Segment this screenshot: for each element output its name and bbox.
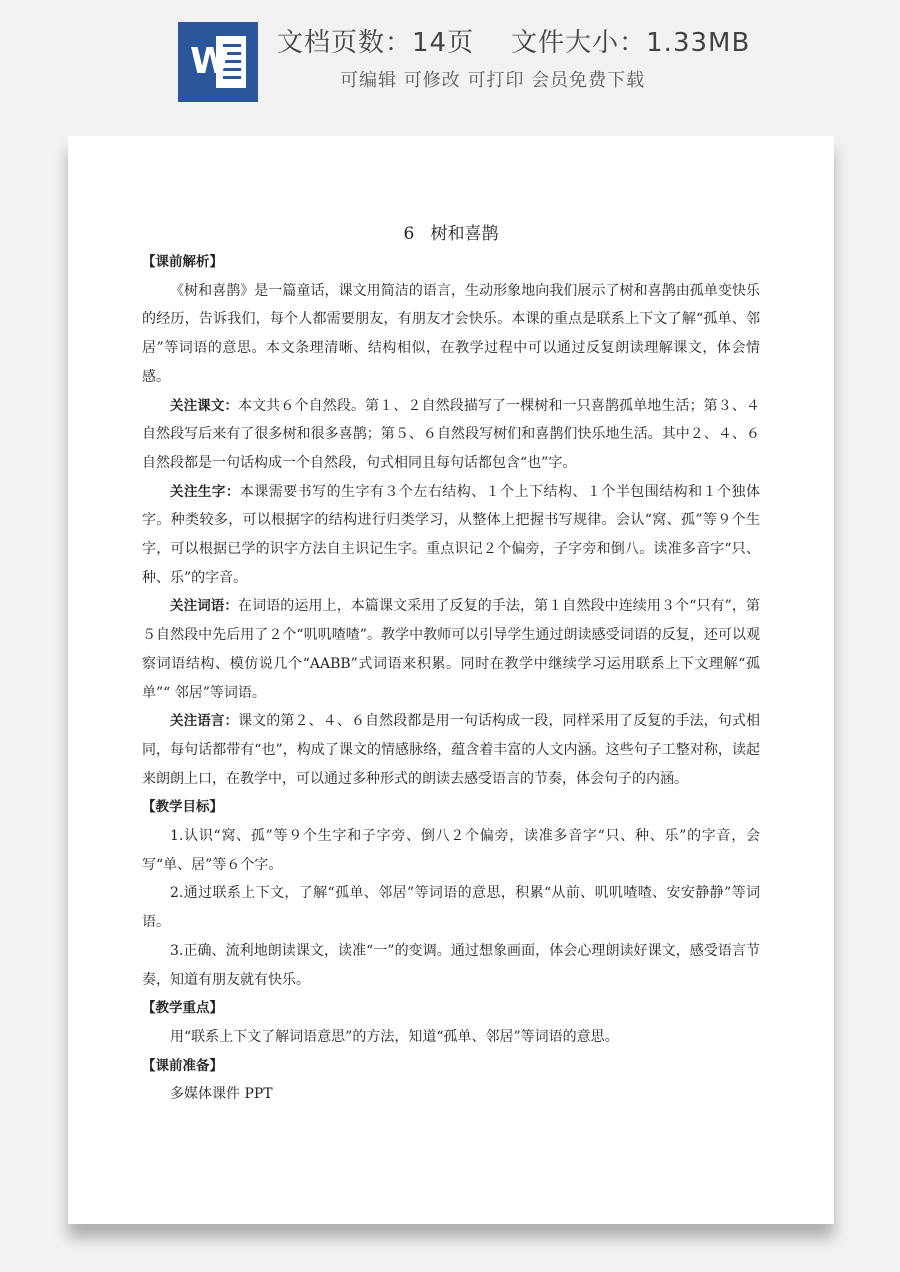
document-content — [142, 220, 760, 1109]
section-heading-preparation: 【课前准备】 — [142, 1057, 223, 1074]
banner-title: 文档页数：14页 文件大小：1.33MB — [277, 28, 751, 58]
goal-item: 3.正确、流利地朗读课文，读准“一”的变调。通过想象画面，体会心理朗读好课文，感受语言节奏，知道有朋友就有快乐。 — [142, 942, 760, 988]
document-title: 6 树和喜鹊 — [403, 224, 499, 244]
paragraph-focus-text — [142, 392, 760, 478]
paragraph-focus-words — [142, 592, 760, 707]
label-focus-words: 关注词语： — [170, 598, 238, 615]
word-doc-icon — [178, 22, 258, 102]
paragraph-intro: 《树和喜鹊》是一篇童话，课文用简洁的语言，生动形象地向我们展示了树和喜鹊由孤单变快乐的经历，告诉我们，每个人都需要朋友，有朋友才会快乐。本课的重点是联系上下文了解“孤单、邻居”等词语的意思。本文条理清晰、结构相似，在教学过程中可以通过反复朗读理解课文，体会情感。 — [142, 282, 760, 385]
word-letter: W — [190, 41, 230, 82]
label-focus-text: 关注课文： — [170, 397, 239, 414]
banner-subtitle: 可编辑 可修改 可打印 会员免费下载 — [340, 70, 646, 91]
paragraph-key-points: 用“联系上下文了解词语意思”的方法，知道“孤单、邻居”等词语的意思。 — [170, 1028, 619, 1045]
section-heading-pre-analysis: 【课前解析】 — [142, 254, 223, 270]
label-focus-chars: 关注生字： — [170, 483, 240, 500]
label-focus-lang: 关注语言： — [170, 713, 239, 730]
paragraph-focus-chars — [142, 478, 760, 593]
text-focus-chars: 本课需要书写的生字有３个左右结构、１个上下结构、１个半包围结构和１个独体字。种类较多，可以根据字的结构进行归类学习，从整体上把握书写规律。会认“窝、孤”等９个生字，可以根据已学的识字方法自主识记生字。重点识记２个偏旁，子字旁和倒八。读准多音字“只、种、乐”的字音。 — [142, 483, 760, 586]
text-focus-words: 在词语的运用上，本篇课文采用了反复的手法，第１自然段中连续用３个“只有”，第５自然段中先后用了２个“叽叽喳喳”。教学中教师可以引导学生通过朗读感受词语的反复，还可以观察词语结构、模仿说几个“AABB”式词语来积累。同时在教学中继续学习运用联系上下文理解“孤单”“ 邻居”等词语。 — [142, 598, 761, 701]
document-page — [68, 136, 834, 1224]
paragraph-focus-lang — [142, 707, 760, 793]
section-heading-key-points: 【教学重点】 — [142, 1000, 223, 1017]
text-focus-lang: 课文的第２、４、６自然段都是用一句话构成一段，同样采用了反复的手法，句式相同，每句话都带有“也”，构成了课文的情感脉络，蕴含着丰富的人文内涵。这些句子工整对称，读起来朗朗上口，在教学中，可以通过多种形式的朗读去感受语言的节奏，体会句子的内涵。 — [142, 713, 761, 787]
download-banner — [0, 0, 900, 120]
section-heading-goals: 【教学目标】 — [142, 799, 223, 816]
paragraph-preparation: 多媒体课件 PPT — [170, 1086, 273, 1103]
goal-item: 2.通过联系上下文，了解“孤单、邻居”等词语的意思，积累“从前、叽叽喳喳、安安静静”等词语。 — [142, 885, 760, 931]
text-focus-text: 本文共６个自然段。第１、２自然段描写了一棵树和一只喜鹊孤单地生活；第３、４自然段写后来有了很多树和很多喜鹊；第５、６自然段写树们和喜鹊们快乐地生活。其中２、４、６自然段都是一句话构成一个自然段，句式相同且每句话都包含“也”字。 — [142, 397, 761, 471]
goal-item: 1.认识“窝、孤”等９个生字和子字旁、倒八２个偏旁，读准多音字“只、种、乐”的字音，会写“单、居”等６个字。 — [142, 828, 760, 873]
